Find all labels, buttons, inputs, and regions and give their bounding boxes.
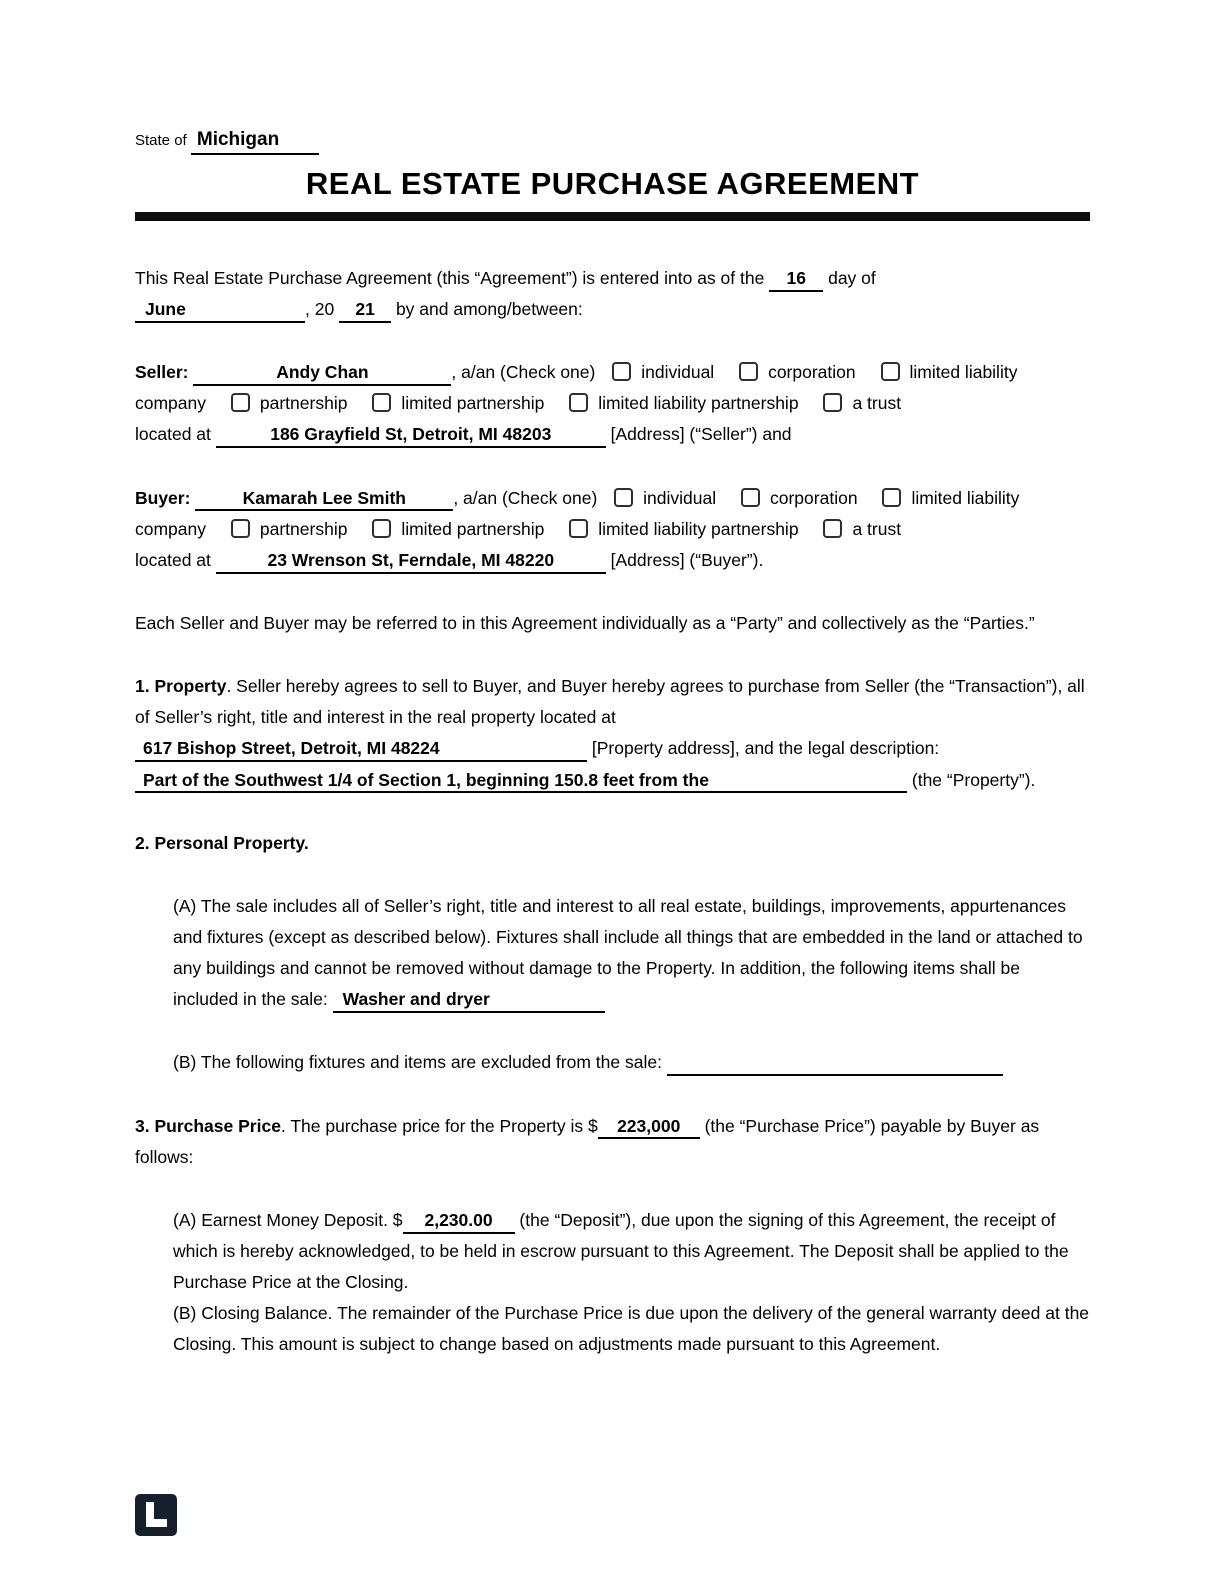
day-field[interactable]: 16 xyxy=(769,267,823,292)
buyer-option-partnership xyxy=(219,519,348,539)
seller-option-llp xyxy=(557,393,798,413)
month-field[interactable]: June xyxy=(135,298,305,323)
intro-text-2: day of xyxy=(828,267,876,288)
seller-address-line xyxy=(135,419,1090,450)
seller-option-individual xyxy=(600,362,714,382)
option-label: limited partnership xyxy=(401,518,545,539)
included-items-field[interactable]: Washer and dryer xyxy=(333,988,605,1013)
buyer-checkbox-trust[interactable] xyxy=(823,519,842,538)
title-rule xyxy=(135,212,1090,221)
section1-paragraph xyxy=(135,671,1090,733)
buyer-block xyxy=(135,483,1090,576)
seller-address-field[interactable]: 186 Grayfield St, Detroit, MI 48203 xyxy=(216,423,606,448)
buyer-checkbox-limited-partnership[interactable] xyxy=(372,519,391,538)
legal-templates-logo-icon xyxy=(135,1494,177,1536)
section2-heading-text: 2. Personal Property. xyxy=(135,832,309,853)
legal-description-field[interactable]: Part of the Southwest 1/4 of Section 1, beginning 150.8 feet from the xyxy=(135,769,907,794)
intro-paragraph xyxy=(135,263,1090,325)
page-title: REAL ESTATE PURCHASE AGREEMENT xyxy=(305,165,920,201)
section3-body-1: . The purchase price for the Property is $ xyxy=(280,1115,598,1136)
section3-body-2: (the “Purchase Price”) payable by Buyer as follows: xyxy=(135,1115,1040,1167)
property-address-line xyxy=(135,733,1090,764)
seller-block xyxy=(135,357,1090,450)
buyer-option-limited-partnership xyxy=(360,519,544,539)
purchase-price-field[interactable]: 223,000 xyxy=(598,1115,700,1140)
option-label: limited liability company xyxy=(135,362,1018,414)
seller-label: Seller: xyxy=(135,362,189,383)
buyer-address-suffix: [Address] (“Buyer”). xyxy=(610,549,764,570)
buyer-option-corporation xyxy=(729,488,858,508)
section3-a-prefix: (A) Earnest Money Deposit. $ xyxy=(173,1209,403,1230)
legal-description-line xyxy=(135,765,1090,796)
option-label: corporation xyxy=(768,362,856,383)
buyer-label: Buyer: xyxy=(135,487,191,508)
section2-paragraph-b xyxy=(173,1047,1090,1078)
option-label: partnership xyxy=(259,518,348,539)
buyer-checkbox-llc[interactable] xyxy=(882,488,901,507)
legal-description-suffix: (the “Property”). xyxy=(911,769,1036,790)
seller-post-name: , a/an (Check one) xyxy=(451,362,596,383)
section1-heading: 1. Property xyxy=(135,676,227,697)
option-label: limited partnership xyxy=(401,393,545,414)
buyer-located-label: located at xyxy=(135,549,211,570)
section2-a-text: (A) The sale includes all of Seller’s right, title and interest to all real estate, buildings, improvements, appurtenances and fixtures (except as described below). Fixtures shall include all things that are embedded in the land or attached to any buildings and cannot be removed without damage to the Property. In addition, the following items shall be included in the sale: xyxy=(173,895,1083,1010)
section3-paragraph-a xyxy=(173,1205,1090,1298)
section3-heading: 3. Purchase Price xyxy=(135,1115,281,1136)
parties-paragraph: Each Seller and Buyer may be referred to in this Agreement individually as a “Party” and collectively as the “Parties.” xyxy=(135,613,1035,633)
buyer-check-line xyxy=(135,483,1090,545)
state-line xyxy=(135,128,1090,155)
seller-checkbox-llc[interactable] xyxy=(881,362,900,381)
option-label: partnership xyxy=(259,393,348,414)
option-label: limited liability partnership xyxy=(598,393,799,414)
buyer-address-field[interactable]: 23 Wrenson St, Ferndale, MI 48220 xyxy=(216,549,606,574)
year-field[interactable]: 21 xyxy=(339,298,391,323)
section1-body: . Seller hereby agrees to sell to Buyer, and Buyer hereby agrees to purchase from Seller (the “Transaction”), all of Seller’s right, title and interest in the real property located at xyxy=(135,676,1085,728)
property-address-suffix: [Property address], and the legal description: xyxy=(591,738,940,759)
seller-option-trust xyxy=(811,393,901,413)
seller-option-corporation xyxy=(727,362,856,382)
option-label: a trust xyxy=(852,518,902,539)
seller-name-field[interactable]: Andy Chan xyxy=(193,361,451,386)
section1-block xyxy=(135,671,1090,796)
seller-located-label: located at xyxy=(135,424,211,445)
intro-text-1: This Real Estate Purchase Agreement (this “Agreement”) is entered into as of the xyxy=(135,267,765,288)
seller-checkbox-individual[interactable] xyxy=(612,362,631,381)
logo-horizontal-bar xyxy=(146,1519,167,1527)
buyer-checkbox-llp[interactable] xyxy=(569,519,588,538)
state-field[interactable]: Michigan xyxy=(191,128,319,155)
seller-checkbox-llp[interactable] xyxy=(569,393,588,412)
buyer-option-llp xyxy=(557,519,798,539)
section3-subsections xyxy=(173,1205,1090,1361)
option-label: corporation xyxy=(770,487,858,508)
property-address-field[interactable]: 617 Bishop Street, Detroit, MI 48224 xyxy=(135,737,587,762)
buyer-checkbox-corporation[interactable] xyxy=(741,488,760,507)
seller-option-partnership xyxy=(219,393,348,413)
section3-paragraph-b: (B) Closing Balance. The remainder of the Purchase Price is due upon the delivery of the general warranty deed at the Closing. This amount is subject to change based on adjustments made pursuant to this Agreement. xyxy=(173,1303,1090,1355)
section2-b-text: (B) The following fixtures and items are excluded from the sale: xyxy=(173,1052,662,1073)
option-label: a trust xyxy=(852,393,902,414)
buyer-post-name: , a/an (Check one) xyxy=(453,487,598,508)
section2-heading xyxy=(135,828,1090,859)
buyer-name-field[interactable]: Kamarah Lee Smith xyxy=(195,487,453,512)
deposit-field[interactable]: 2,230.00 xyxy=(403,1209,515,1234)
option-label: individual xyxy=(641,362,715,383)
seller-address-suffix: [Address] (“Seller”) and xyxy=(610,424,792,445)
excluded-items-field[interactable] xyxy=(667,1051,1003,1076)
intro-text-3: , 20 xyxy=(305,299,335,320)
section2-paragraph-a xyxy=(173,891,1090,1016)
seller-checkbox-trust[interactable] xyxy=(823,393,842,412)
option-label: limited liability company xyxy=(135,487,1020,539)
option-label: limited liability partnership xyxy=(598,518,799,539)
option-label: individual xyxy=(643,487,717,508)
seller-checkbox-corporation[interactable] xyxy=(739,362,758,381)
buyer-option-individual xyxy=(602,488,716,508)
seller-option-limited-partnership xyxy=(360,393,544,413)
section3-paragraph xyxy=(135,1111,1090,1173)
state-label: State of xyxy=(135,132,187,149)
seller-checkbox-partnership[interactable] xyxy=(231,393,250,412)
buyer-checkbox-partnership[interactable] xyxy=(231,519,250,538)
seller-checkbox-limited-partnership[interactable] xyxy=(372,393,391,412)
section3-a-suffix: (the “Deposit”), due upon the signing of this Agreement, the receipt of which is hereby acknowledged, to be held in escrow pursuant to this Agreement. The Deposit shall be applied to the Purchase Price at the Closing. xyxy=(173,1209,1069,1293)
intro-text-4: by and among/between: xyxy=(395,299,583,320)
buyer-address-line xyxy=(135,545,1090,576)
buyer-option-trust xyxy=(811,519,901,539)
seller-check-line xyxy=(135,357,1090,419)
buyer-checkbox-individual[interactable] xyxy=(614,488,633,507)
